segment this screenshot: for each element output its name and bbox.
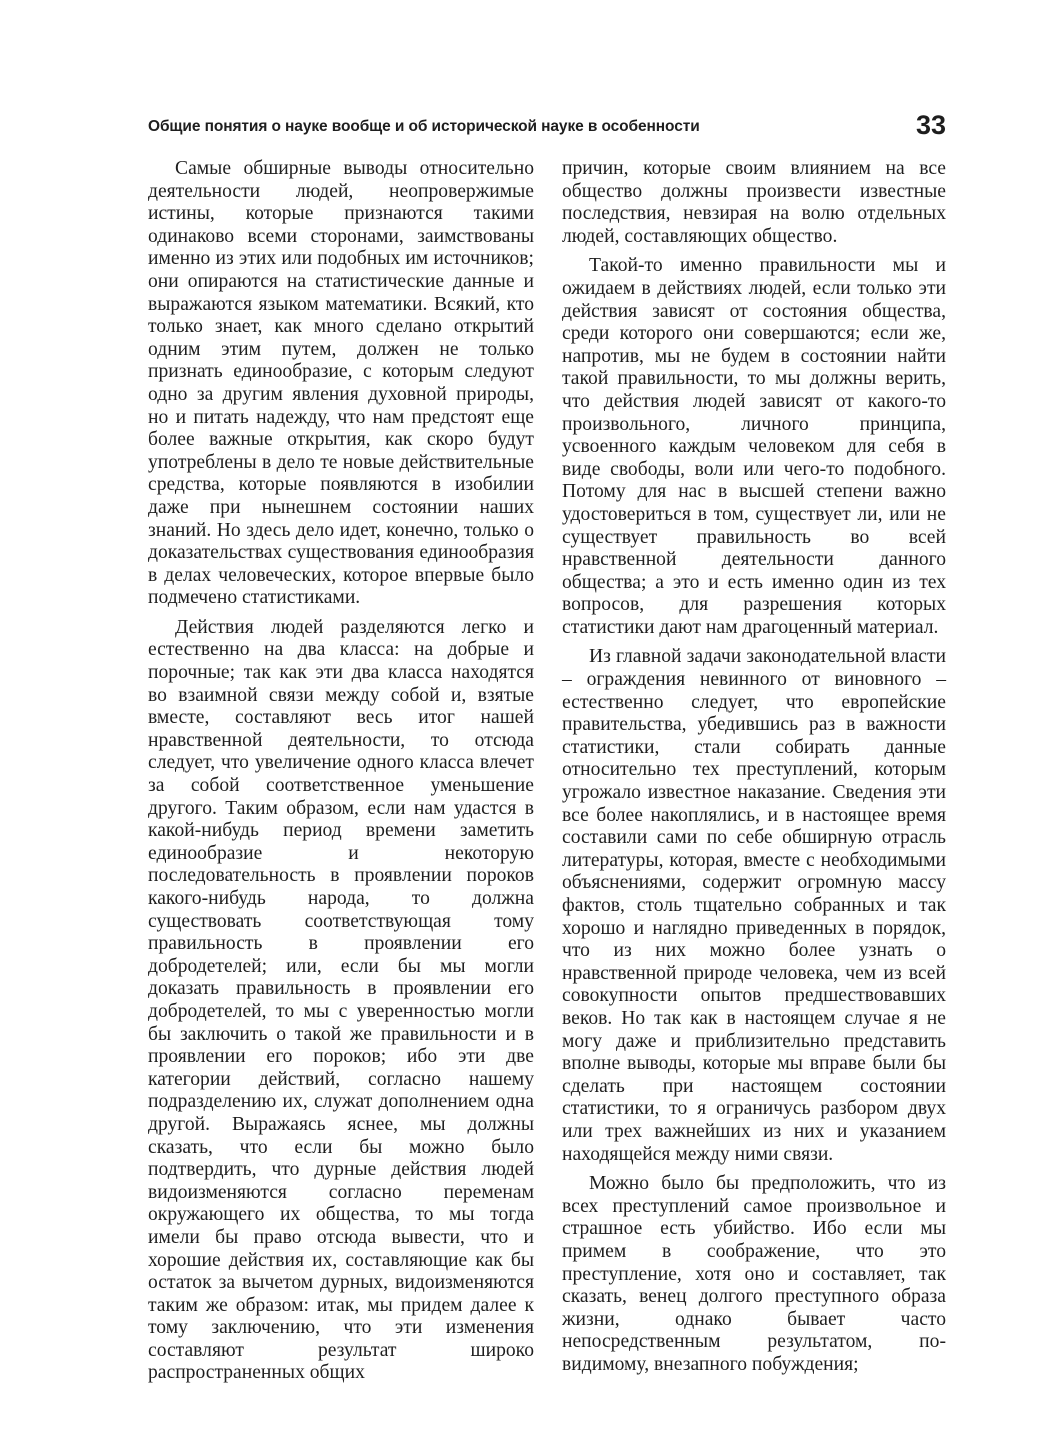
paragraph: Такой-то именно правильности мы и ожидаем в действиях людей, если только эти действия зависят от состояния общества, среди которого они совершаются; если же, напротив, мы не будем в состоянии найти такой правильности, то мы должны верить, что действия людей зависят от какого-то произвольного, личного принципа, усвоенного каждым человеком для себя в виде свободы, воли или чего-то подобного. Потому для нас в высшей степени важно удостовериться в том, существует ли, или не существует правильность во всей нравственной деятельности данного общества; а это и есть именно один из тех вопросов, для разрешения которых статистики дают нам драгоценный материал. [562,255,946,638]
left-column [148,158,534,1392]
paragraph: Действия людей разделяются легко и естественно на два класса: на добрые и порочные; так как эти два класса находятся во взаимной связи между собой и, взятые вместе, составляют весь итог нашей нравственной деятельности, то отсюда следует, что увеличение одного класса влечет за собой соответственное уменьшение другого. Таким образом, если нам удастся в какой-нибудь период времени заметить единообразие и некоторую последовательность в проявлении пороков какого-нибудь народа, то должна существовать соответствующая тому правильность в проявлении его добродетелей; или, если бы мы могли доказать правильность в проявлении его добродетелей, то мы с уверенностью могли бы заключить о такой же правильности и в проявлении его пороков; ибо эти две категории действий, согласно нашему подразделению их, служат дополнением одна другой. Выражаясь яснее, мы должны сказать, что если бы можно было подтвердить, что дурные действия людей видоизменяются согласно переменам окружающего их общества, то мы тогда имели бы право отсюда вывести, что и хорошие действия их, составляющие как бы остаток за вычетом дурных, видоизменяются таким же образом: итак, мы придем далее к тому заключению, что эти изменения составляют результат широко распространенных общих [148,616,534,1384]
paragraph-continuation: причин, которые своим влиянием на все общество должны произвести известные последствия, невзирая на волю отдельных людей, составляющих общество. [562,158,946,247]
right-column [562,158,946,1383]
paragraph: Самые обширные выводы относительно деятельности людей, неопровержимые истины, которые признаются такими одинаково всеми сторонами, заимствованы именно из этих или подобных им источников; они опираются на статистические данные и выражаются языком математики. Всякий, кто только знает, как много сделано открытий одним этим путем, должен не только признать единообразие, с которым следуют одно за другим явления духовной природы, но и питать надежду, что нам предстоят еще более важные открытия, как скоро будут употреблены в дело те новые действительные средства, которые появляются в изобилии даже при нынешнем состоянии наших знаний. Но здесь дело идет, конечно, только о доказательствах существования единообразия в делах человеческих, которое впервые было подмечено статистиками. [148,158,534,609]
paragraph: Из главной задачи законодательной власти – ограждения невинного от виновного – естественно следует, что европейские правительства, убедившись раз в важности статистики, стали собирать данные относительно тех преступлений, которым угрожало известное наказание. Сведения эти все более накоплялись, и в настоящее время составили сами по себе обширную отрасль литературы, которая, вместе с необходимыми объяснениями, содержит огромную массу фактов, столь тщательно собранных и так хорошо и наглядно приведенных в порядок, что из них можно более узнать о нравственной природе человека, чем из всей совокупности опытов предшествовавших веков. Но так как в настоящем случае я не могу даже и приблизительно представить вполне выводы, которые мы вправе были бы сделать при настоящем состоянии статистики, то я ограничусь разбором двух или трех важнейших из них и указанием находящейся между ними связи. [562,646,946,1165]
paragraph: Можно было бы предположить, что из всех преступлений самое произвольное и страшное есть убийство. Ибо если мы примем в соображение, что это преступление, хотя оно и составляет, так сказать, венец долгого преступного образа жизни, однако бывает часто непосредственным результатом, по-видимому, внезапного побуждения; [562,1173,946,1375]
running-title: Общие понятия о науке вообще и об исторической науке в особенности [148,118,700,135]
page-number: 33 [915,110,946,140]
running-head [148,110,946,144]
